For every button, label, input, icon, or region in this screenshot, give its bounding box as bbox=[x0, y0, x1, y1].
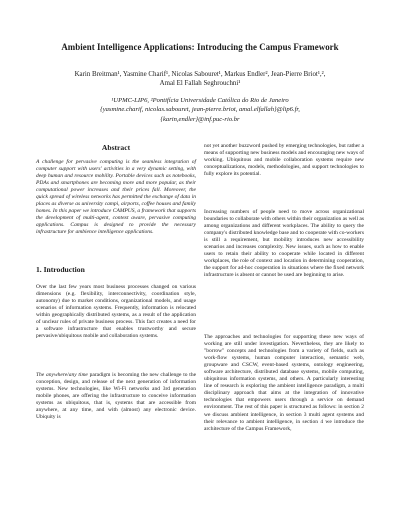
authors-line-1: Karin Breitman¹, Yasmine Charif¹, Nicolas Sabouret¹, Markus Endler², Jean-Pierre Briot¹,², bbox=[74, 71, 326, 78]
intro-paragraph-2 bbox=[36, 372, 196, 421]
intro-paragraph-2-lead: The anywhere/any time bbox=[36, 372, 88, 378]
intro-paragraph-2-body: paradigm is becoming the new challenge to the conception, design, and release of the next generation of information systems. New technologies, like Wi-Fi networks and 3rd generation mobile phones, are offering the infrastructure to conceive information systems as ubiquitous, that is, systems that are accessible from anywhere, at any time, and with (almost) any electronic device. Ubiquity is bbox=[36, 372, 197, 421]
right-paragraph-2: Increasing numbers of people need to move across organizational boundaries to collaborate with others within their organization as well as among organizations and different workplaces. The ability to query the company's distributed knowledge base and to cooperate with co-workers is still a requirement, but mobility introduces new accessibility scenarios and increases complexity. New issues, such as how to enable users to retain their ability to cooperate while located in different workplaces, the role of context and location in determining cooperation, the support for ad-hoc cooperation in situations where the fixed network infrastructure is absent or cannot be used are beginning to arise. bbox=[204, 209, 364, 279]
abstract-heading: Abstract bbox=[101, 143, 131, 152]
email-line-2: {karin,endler}@inf.puc-rio.br bbox=[160, 115, 240, 123]
section-heading-introduction: 1. Introduction bbox=[36, 265, 85, 274]
right-paragraph-3: The approaches and technologies for supporting these new ways of working are still under investigation. Nevertheless, they are likely to "borrow" concepts and technologies from a variety of fields, such as work-flow systems, human computer interaction, semantic web, groupware and CSCW, event-based systems, ontology engineering, software architecture, distributed database systems, mobile computing, ubiquitous information systems, and others. A particularly interesting line of research is exploring the ambient intelligence paradigm, a multi disciplinary approach that aims at the integration of innovative technologies that empowers users through a service on demand environment. The rest of this paper is structured as follows: in section 2 we discuss ambient intelligence, in section 3 multi agent systems and their relevance to ambient intelligence, in section 4 we introduce the architecture of the Campus Framework, bbox=[204, 334, 364, 432]
authors-line-2: Amal El Fallah Seghrouchni¹ bbox=[159, 80, 241, 88]
right-paragraph-1: not yet another buzzword pushed by emerging technologies, but rather a means of supporting new business models and encouraging new ways of working. Ubiquitous and mobile collaboration systems require new conceptualizations, models, methodologies, and support technologies to fully explore its potential. bbox=[204, 143, 364, 178]
paper-title: Ambient Intelligence Applications: Introducing the Campus Framework bbox=[61, 42, 339, 52]
email-line-1: {yasmine.charif, nicolas.sabouret, jean-pierre.briot, amal.elfallah}@lip6.fr, bbox=[100, 106, 300, 114]
intro-paragraph-1: Over the last few years most business processes changed on various dimensions (e.g. flexibility, interconnectivity, coordination style, autonomy) due to market conditions, organizational models, and usage scenarios of information systems. Frequently, information is relocated within geographically distributed systems, as a result of the application of unclear rules of private business process. This fact creates a need for a software infrastructure that enables trustworthy and secure pervasive/ubiquitous mobile and collaboration systems. bbox=[36, 284, 196, 340]
affiliations bbox=[0, 96, 400, 124]
abstract-text: A challenge for pervasive computing is the seamless integration of computer support with users' activities in a very dynamic setting, with deep human and resource mobility. Portable devices such as notebooks, PDAs and smartphones are becoming more and more popular, as their computational power increases and their prices fall. Moreover, the quick spread of wireless networks has permitted the exchange of data in places as diverse as university campi, airports, coffee houses and family homes. In this paper we introduce CAMPUS, a framework that supports the development of multi-agent, context aware, pervasive computing applications. Campus is designed to provide the necessary infrastructure for ambience intelligence applications. bbox=[36, 159, 196, 236]
affiliation-line: ¹UPMC-LIP6, ²Pontifícia Universidade Católica do Rio de Janeiro bbox=[111, 97, 289, 104]
author-list bbox=[0, 70, 400, 88]
